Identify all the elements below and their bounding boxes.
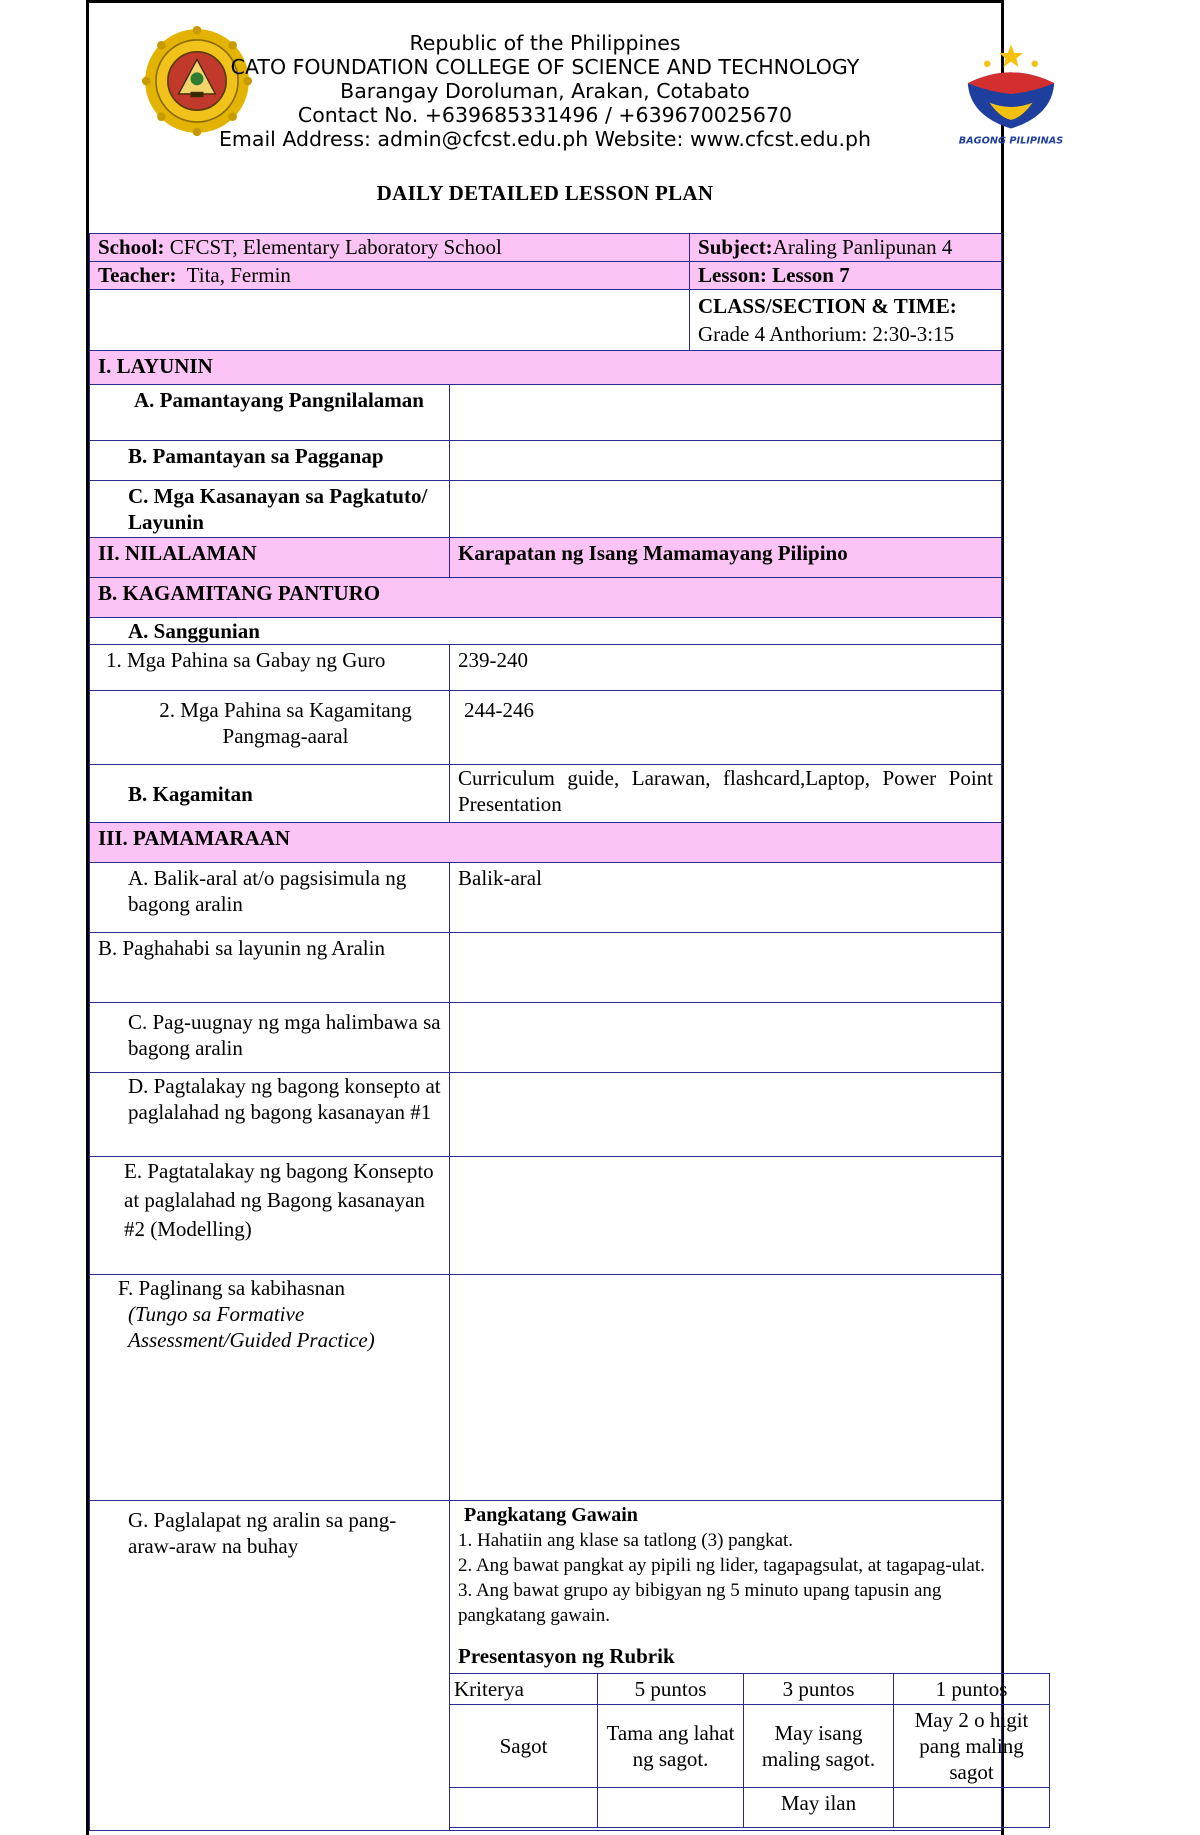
balik-aral-label: A. Balik-aral at/o pagsisimula ng bagong aralin bbox=[90, 863, 450, 933]
gabay-guro-row bbox=[90, 645, 1002, 691]
rubric-row-sagot bbox=[450, 1705, 1050, 1788]
kagamitan-heading-row bbox=[90, 578, 1002, 618]
lesson-value: Lesson 7 bbox=[772, 263, 850, 287]
pamamaraan-heading: III. PAMAMARAAN bbox=[90, 823, 1002, 863]
pagtalakay-2-row bbox=[90, 1157, 1002, 1275]
class-section-label: CLASS/SECTION & TIME: bbox=[698, 294, 957, 318]
sanggunian-label: A. Sanggunian bbox=[90, 618, 1002, 645]
teacher-value: Tita, Fermin bbox=[186, 263, 291, 287]
rubric-header-3: 3 puntos bbox=[744, 1674, 894, 1705]
gabay-guro-value: 239-240 bbox=[450, 645, 1002, 691]
pamantayang-pangnilalaman-label: A. Pamantayang Pangnilalaman bbox=[90, 385, 450, 441]
pamamaraan-heading-row bbox=[90, 823, 1002, 863]
pag-uugnay-row bbox=[90, 1003, 1002, 1073]
paglinang-row bbox=[90, 1275, 1002, 1501]
paglalapat-row bbox=[90, 1501, 1002, 1831]
class-section-value: Grade 4 Anthorium: 2:30-3:15 bbox=[698, 322, 955, 346]
layunin-a-row bbox=[90, 385, 1002, 441]
teacher-row: Teacher: Tita, Fermin Lesson: Lesson 7 bbox=[90, 262, 1002, 290]
school-row: School: CFCST, Elementary Laboratory School Subject:Araling Panlipunan 4 bbox=[90, 234, 1002, 262]
rubric-cell-5: Tama ang lahat ng sagot. bbox=[598, 1705, 744, 1788]
nilalaman-row bbox=[90, 538, 1002, 578]
kagamitang-pangmag-aaral-label: 2. Mga Pahina sa Kagamitang Pangmag-aaral bbox=[90, 691, 450, 765]
header-text-block bbox=[89, 31, 1001, 151]
rubric-row-partial bbox=[450, 1788, 1050, 1828]
nilalaman-value: Karapatan ng Isang Mamamayang Pilipino bbox=[450, 538, 1002, 578]
class-section-row bbox=[90, 290, 1002, 351]
sanggunian-row bbox=[90, 618, 1002, 645]
gawain-item-2: 2. Ang bawat pangkat ay pipili ng lider, tagapagsulat, at tagapag-ulat. bbox=[458, 1555, 985, 1576]
rubric-cell-3: May isang maling sagot. bbox=[744, 1705, 894, 1788]
pag-uugnay-label: C. Pag-uugnay ng mga halimbawa sa bagong aralin bbox=[90, 1003, 450, 1073]
rubric-cell-1: May 2 o higit pang maling sagot bbox=[894, 1705, 1050, 1788]
contact-numbers: Contact No. +639685331496 / +639670025670 bbox=[297, 103, 793, 127]
pamantayan-pagganap-label: B. Pamantayan sa Pagganap bbox=[90, 441, 450, 481]
pagtalakay-1-row bbox=[90, 1073, 1002, 1157]
gawain-item-1: 1. Hahatiin ang klase sa tatlong (3) pangkat. bbox=[458, 1530, 794, 1551]
rubric-table bbox=[449, 1673, 1050, 1828]
paghahabi-row bbox=[90, 933, 1002, 1003]
pagtalakay-1-label: D. Pagtalakay ng bagong konsepto at paglalahad ng bagong kasanayan #1 bbox=[90, 1073, 450, 1157]
lesson-plan-sheet bbox=[86, 0, 1064, 1835]
layunin-heading: I. LAYUNIN bbox=[90, 351, 1002, 385]
layunin-heading-row bbox=[90, 351, 1002, 385]
rubrik-title: Presentasyon ng Rubrik bbox=[458, 1644, 675, 1668]
pagtalakay-2-label: E. Pagtatalakay ng bagong Konsepto at paglalahad ng Bagong kasanayan #2 (Modelling) bbox=[90, 1157, 450, 1275]
paglinang-sub: (Tungo sa Formative Assessment/Guided Practice) bbox=[128, 1302, 375, 1352]
kagamitang-pangmag-aaral-row bbox=[90, 691, 1002, 765]
rubric-header-kriterya: Kriterya bbox=[450, 1674, 598, 1705]
rubric-header-row bbox=[450, 1674, 1050, 1705]
paglinang-label: F. Paglinang sa kabihasnan bbox=[118, 1276, 345, 1300]
kagamitan-row bbox=[90, 765, 1002, 823]
rubric-cell-partial: May ilan bbox=[744, 1788, 894, 1828]
pangkatang-gawain-title: Pangkatang Gawain bbox=[464, 1504, 638, 1526]
kagamitang-pangmag-aaral-value: 244-246 bbox=[450, 691, 1002, 765]
rubric-header-5: 5 puntos bbox=[598, 1674, 744, 1705]
kagamitan-heading: B. KAGAMITANG PANTURO bbox=[90, 578, 1002, 618]
logo-lettering: BAGONG PILIPINAS bbox=[958, 135, 1064, 147]
rubric-header-1: 1 puntos bbox=[894, 1674, 1050, 1705]
subject-value: Araling Panlipunan 4 bbox=[772, 235, 953, 259]
kagamitan-label: B. Kagamitan bbox=[90, 765, 450, 823]
gawain-item-3: 3. Ang bawat grupo ay bibigyan ng 5 minuto upang tapusin ang pangkatang gawain. bbox=[458, 1580, 942, 1626]
nilalaman-heading: II. NILALAMAN bbox=[90, 538, 450, 578]
document-header bbox=[89, 3, 1064, 233]
lesson-plan-table bbox=[89, 233, 1029, 1831]
balik-aral-value: Balik-aral bbox=[450, 863, 1002, 933]
layunin-b-row bbox=[90, 441, 1002, 481]
kagamitan-value: Curriculum guide, Larawan, flashcard,Laptop, Power Point Presentation bbox=[450, 765, 1002, 823]
layunin-c-row bbox=[90, 481, 1002, 538]
email-website: Email Address: admin@cfcst.edu.ph Website: www.cfcst.edu.ph bbox=[218, 127, 872, 151]
college-address: Barangay Doroluman, Arakan, Cotabato bbox=[340, 79, 750, 103]
balik-aral-row bbox=[90, 863, 1002, 933]
school-value: CFCST, Elementary Laboratory School bbox=[169, 235, 502, 259]
gabay-guro-label: 1. Mga Pahina sa Gabay ng Guro bbox=[90, 645, 450, 691]
rubric-cell-sagot: Sagot bbox=[450, 1705, 598, 1788]
kasanayan-pagkatuto-label: C. Mga Kasanayan sa Pagkatuto/ Layunin bbox=[90, 481, 450, 538]
republic-line: Republic of the Philippines bbox=[409, 31, 681, 55]
plan-title: DAILY DETAILED LESSON PLAN bbox=[376, 181, 714, 205]
paglalapat-label: G. Paglalapat ng aralin sa pang-araw-araw na buhay bbox=[90, 1501, 450, 1831]
paghahabi-label: B. Paghahabi sa layunin ng Aralin bbox=[90, 933, 450, 1003]
college-name: CATO FOUNDATION COLLEGE OF SCIENCE AND TECHNOLOGY bbox=[230, 55, 860, 79]
